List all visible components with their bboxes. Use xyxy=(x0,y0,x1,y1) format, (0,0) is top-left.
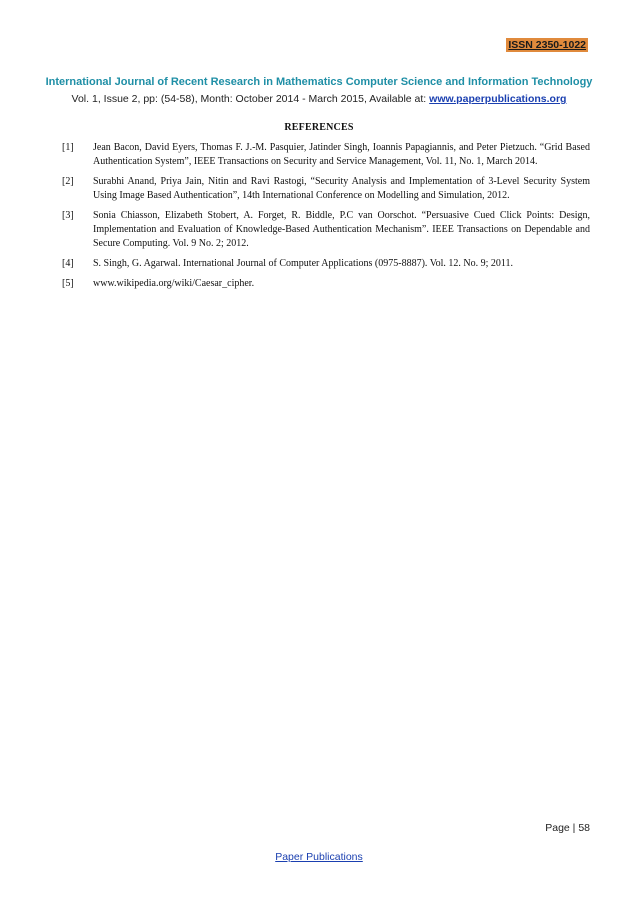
journal-website-link[interactable]: www.paperpublications.org xyxy=(429,93,567,105)
reference-item xyxy=(62,141,590,169)
references-heading: REFERENCES xyxy=(284,122,354,133)
reference-text: Sonia Chiasson, Elizabeth Stobert, A. Forget, R. Biddle, P.C van Oorschot. “Persuasive Cued Click Points: Design, Implementation and Evaluation of Knowledge-Based Authentication Mechanism”. IEEE Transactions on Dependable and Secure Computing. Vol. 9 No. 2; 2012. xyxy=(93,210,590,249)
journal-subtitle xyxy=(0,93,638,105)
reference-item xyxy=(62,257,590,271)
references-list xyxy=(62,141,590,297)
journal-title: International Journal of Recent Research in Mathematics Computer Science and Information Technology xyxy=(45,76,593,88)
reference-number: [3] xyxy=(62,210,74,221)
reference-text[interactable]: www.wikipedia.org/wiki/Caesar_cipher. xyxy=(93,278,255,289)
reference-item xyxy=(62,277,590,291)
reference-text: Surabhi Anand, Priya Jain, Nitin and Ravi Rastogi, “Security Analysis and Implementation of 3-Level Security System Using Image Based Authentication”, 14th International Conference on Modelling and Simulation, 2012. xyxy=(93,176,590,201)
reference-item xyxy=(62,175,590,203)
reference-number: [5] xyxy=(62,278,74,289)
reference-number: [2] xyxy=(62,176,74,187)
reference-number: [1] xyxy=(62,142,74,153)
reference-number: [4] xyxy=(62,258,74,269)
page-number: Page | 58 xyxy=(545,822,590,834)
reference-text: Jean Bacon, David Eyers, Thomas F. J.-M. Pasquier, Jatinder Singh, Ioannis Papagiannis, and Peter Pietzuch. “Grid Based Authentication System”, IEEE Transactions on Security and Service Management, Vol. 11, No. 1, March 2014. xyxy=(93,142,590,167)
journal-volume-info: Vol. 1, Issue 2, pp: (54-58), Month: October 2014 - March 2015, Available at: xyxy=(71,93,430,105)
reference-text: S. Singh, G. Agarwal. International Journal of Computer Applications (0975-8887). Vol. 12. No. 9; 2011. xyxy=(93,258,514,269)
issn-badge: ISSN 2350-1022 xyxy=(508,39,586,51)
reference-item xyxy=(62,209,590,251)
publisher-footer-link[interactable]: Paper Publications xyxy=(275,851,363,863)
